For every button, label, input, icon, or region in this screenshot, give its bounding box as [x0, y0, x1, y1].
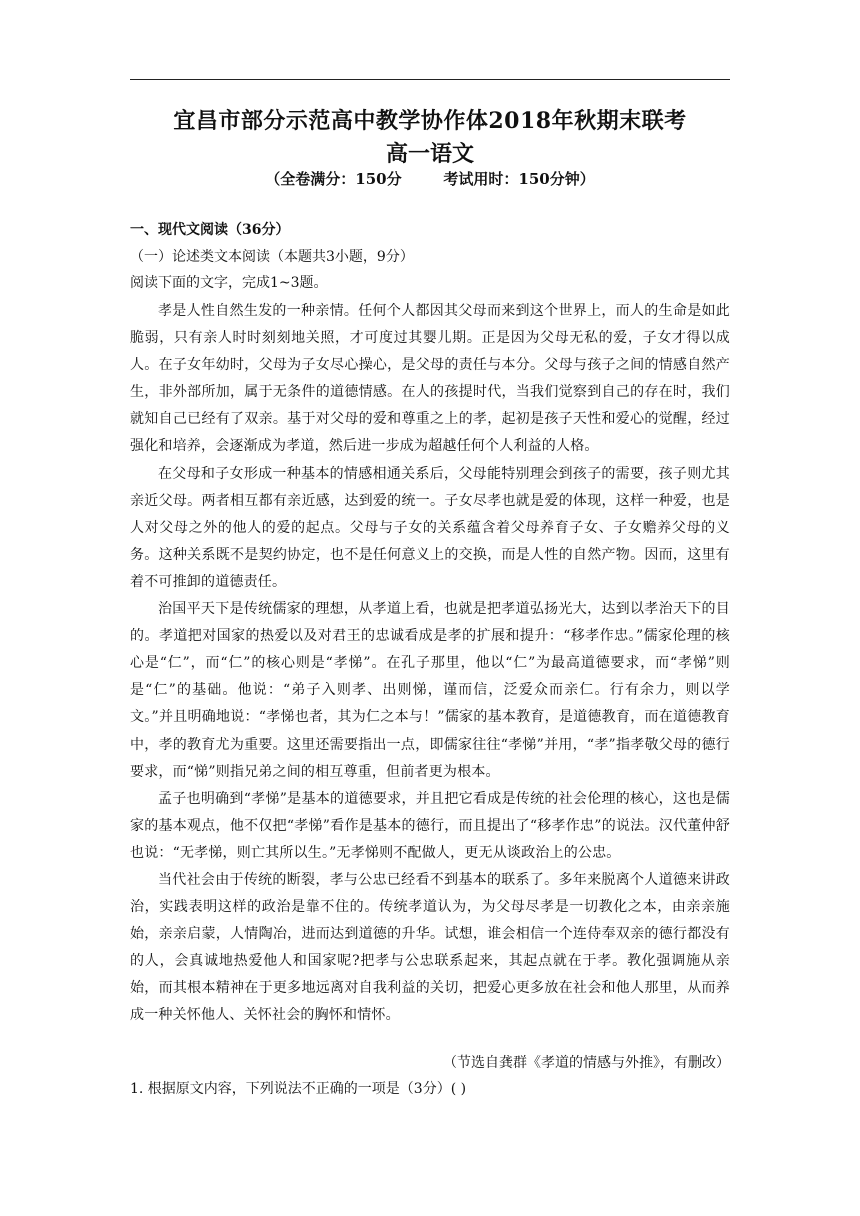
section-heading: 一、现代文阅读（36分） [130, 222, 290, 238]
question-1: 1. 根据原文内容，下列说法不正确的一项是（3分）( ) [130, 1081, 467, 1097]
header-rule [130, 79, 730, 80]
subject-title: 高一语文 [385, 141, 474, 167]
exam-info: （全卷满分：150分 考试用时：150分钟） [265, 170, 595, 188]
part-heading: （一）论述类文本阅读（本题共3小题，9分） [130, 249, 414, 265]
passage-paragraph: 孟子也明确到“孝悌”是基本的道德要求，并且把它看成是传统的社会伦理的核心，这也是儒家的基本观点，他不仅把“孝悌”看作是基本的德行，而且提出了“移孝作忠”的说法。汉代董仲舒也说：“无孝悌，则亡其所以生。”无孝悌则不配做人，更无从谈政治上的公忠。 [130, 790, 730, 861]
reading-passage [130, 298, 730, 1030]
passage-paragraph: 治国平天下是传统儒家的理想，从孝道上看，也就是把孝道弘扬光大，达到以孝治天下的目的。孝道把对国家的热爱以及对君王的忠诚看成是孝的扩展和提升：“移孝作忠。”儒家伦理的核心是“仁”，而“仁”的核心则是“孝悌”。在孔子那里，他以“仁”为最高道德要求，而“孝悌”则是“仁”的基础。他说：“弟子入则孝、出则悌，谨而信，泛爱众而亲仁。行有余力，则以学文。”并且明确地说：“孝悌也者，其为仁之本与！”儒家的基本教育，是道德教育，而在道德教育中，孝的教育尤为重要。这里还需要指出一点，即儒家往往“孝悌”并用，“孝”指孝敬父母的德行要求，而“悌”则指兄弟之间的相互尊重，但前者更为根本。 [130, 601, 730, 780]
passage-paragraph: 在父母和子女形成一种基本的情感相通关系后，父母能特别理会到孩子的需要，孩子则尤其亲近父母。两者相互都有亲近感，达到爱的统一。子女尽孝也就是爱的体现，这样一种爱，也是人对父母之外的他人的爱的起点。父母与子女的关系蕴含着父母养育子女、子女赡养父母的义务。这种关系既不是契约协定，也不是任何意义上的交换，而是人性的自然产物。因而，这里有着不可推卸的道德责任。 [130, 465, 730, 590]
passage-paragraph: 孝是人性自然生发的一种亲情。任何个人都因其父母而来到这个世界上，而人的生命是如此脆弱，只有亲人时时刻刻地关照，才可度过其婴儿期。正是因为父母无私的爱，子女才得以成人。在子女年幼时，父母为子女尽心操心，是父母的责任与本分。父母与孩子之间的情感自然产生，非外部所加，属于无条件的道德情感。在人的孩提时代，当我们觉察到自己的存在时，我们就知自己已经有了双亲。基于对父母的爱和尊重之上的孝，起初是孩子天性和爱心的觉醒，经过强化和培养，会逐渐成为孝道，然后进一步成为超越任何个人利益的人格。 [130, 303, 730, 455]
reading-instruction: 阅读下面的文字，完成1~3题。 [130, 275, 328, 291]
exam-title: 宜昌市部分示范高中教学协作体2018年秋期末联考 [173, 108, 687, 134]
passage-paragraph: 当代社会由于传统的断裂，孝与公忠已经看不到基本的联系了。多年来脱离个人道德来讲政治，实践表明这样的政治是靠不住的。传统孝道认为，为父母尽孝是一切教化之本，由亲亲施始，亲亲启蒙，人情陶冶，进而达到道德的升华。试想，谁会相信一个连侍奉双亲的德行都没有的人，会真诚地热爱他人和国家呢?把孝与公忠联系起来，其起点就在于孝。教化强调施从亲始，而其根本精神在于更多地远离对自我利益的关切，把爱心更多放在社会和他人那里，从而养成一种关怀他人、关怀社会的胸怀和情怀。 [130, 871, 730, 1024]
passage-source: （节选自龚群《孝道的情感与外推》，有删改） [443, 1055, 730, 1071]
